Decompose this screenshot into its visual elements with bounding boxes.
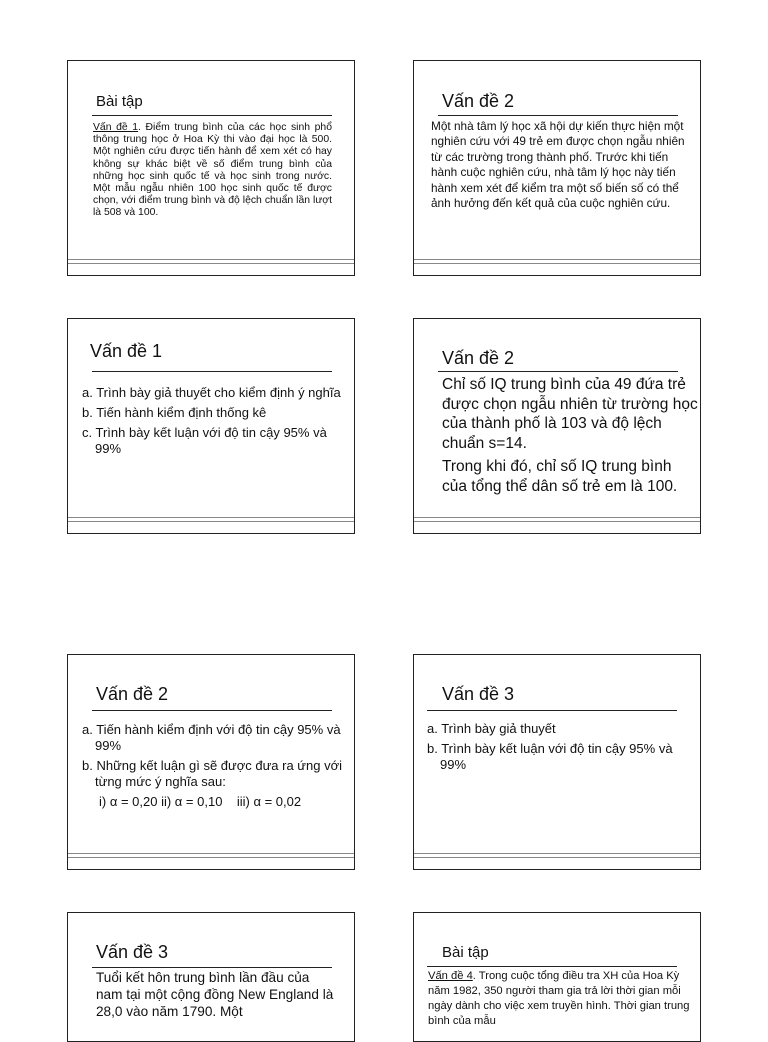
list-item: b. Tiến hành kiểm định thống kê (82, 405, 267, 420)
slide-body (428, 969, 692, 1029)
footer-line (414, 517, 700, 518)
title-rule (438, 371, 678, 372)
footer-line (414, 521, 700, 522)
paragraph: Trong khi đó, chỉ số IQ trung bình của tổng thể dân số trẻ em là 100. (442, 458, 678, 495)
slide-title: Bài tập (442, 944, 489, 961)
footer-line (414, 263, 700, 264)
title-rule (92, 115, 332, 116)
problem-label: Vấn đề 4 (428, 970, 473, 982)
slide-3 (67, 318, 355, 534)
footer-line (414, 259, 700, 260)
slide-title: Vấn đề 2 (442, 91, 515, 111)
slide-title: Vấn đề 2 (96, 684, 169, 704)
list-item: a. Trình bày giả thuyết (427, 721, 556, 736)
slide-title: Vấn đề 3 (96, 942, 169, 962)
slide-title: Vấn đề 2 (442, 348, 515, 368)
footer-line (68, 259, 354, 260)
footer-line (68, 857, 354, 858)
title-rule (427, 710, 677, 711)
slide-7 (67, 912, 355, 1042)
footer-line (68, 521, 354, 522)
slide-6 (413, 654, 701, 870)
slide-body (82, 385, 348, 461)
list-item: a. Tiến hành kiểm định với độ tin cậy 95% và 99% (82, 722, 341, 753)
footer-line (68, 263, 354, 264)
slide-body (93, 122, 332, 220)
significance-levels: i) α = 0,20 ii) α = 0,10 iii) α = 0,02 (99, 794, 302, 809)
title-rule (427, 966, 677, 967)
title-rule (92, 710, 332, 711)
slide-8 (413, 912, 701, 1042)
problem-text: . Điểm trung bình của các học sinh phổ thông trung học ở Hoa Kỳ thi vào đại học là 500. Một nghiên cứu được tiến hành để xem xét có hay không sự khác biệt về số điểm trung bình của những học sinh quốc tế và học sinh trong nước. Một mẫu ngẫu nhiên 100 học sinh quốc tế được chọn, với điểm trung bình và độ lệch chuẩn lần lượt là 508 và 100. (93, 122, 332, 219)
slide-1 (67, 60, 355, 276)
problem-text: . Trong cuộc tổng điều tra XH của Hoa Kỳ năm 1982, 350 người tham gia trả lời thời gian mỗi ngày dành cho việc xem truyền hình. Thời gian trung bình của mẫu (428, 970, 690, 1027)
slide-body (427, 721, 697, 777)
slide-body: Một nhà tâm lý học xã hội dự kiến thực hiện một nghiên cứu với 49 trẻ em được chọn ngẫu nhiên từ các trường trong thành phố. Trước khi tiến hành cuộc nghiên cứu, nhà tâm lý học này tiến hành xem xét để kiểm tra một số biến số có thể ảnh hưởng đến kết quả của cuộc nghiên cứu. (431, 119, 685, 211)
footer-line (414, 857, 700, 858)
slide-title: Bài tập (96, 93, 143, 110)
slide-body (82, 722, 350, 814)
list-item: b. Những kết luận gì sẽ được đưa ra ứng với từng mức ý nghĩa sau: (82, 758, 342, 789)
footer-line (68, 517, 354, 518)
slide-2 (413, 60, 701, 276)
title-rule (92, 967, 332, 968)
slide-body (442, 375, 698, 500)
slide-title: Vấn đề 1 (90, 341, 163, 361)
slide-body: Tuổi kết hôn trung bình lần đầu của nam tại một cộng đồng New England là 28,0 vào năm 1790. Một (96, 970, 334, 1020)
footer-line (414, 853, 700, 854)
footer-line (68, 853, 354, 854)
list-item: c. Trình bày kết luận với độ tin cậy 95% và 99% (82, 425, 327, 456)
paragraph: Chỉ số IQ trung bình của 49 đứa trẻ được chọn ngẫu nhiên từ trường học của thành phố là 103 và độ lệch chuẩn s=14. (442, 376, 698, 452)
problem-label: Vấn đề 1 (93, 122, 139, 133)
slide-4 (413, 318, 701, 534)
slide-5 (67, 654, 355, 870)
list-item: b. Trình bày kết luận với độ tin cậy 95% và 99% (427, 741, 673, 772)
slide-title: Vấn đề 3 (442, 684, 515, 704)
title-rule (438, 115, 678, 116)
list-item: a. Trình bày giả thuyết cho kiểm định ý nghĩa (82, 385, 341, 400)
title-rule (92, 371, 332, 372)
